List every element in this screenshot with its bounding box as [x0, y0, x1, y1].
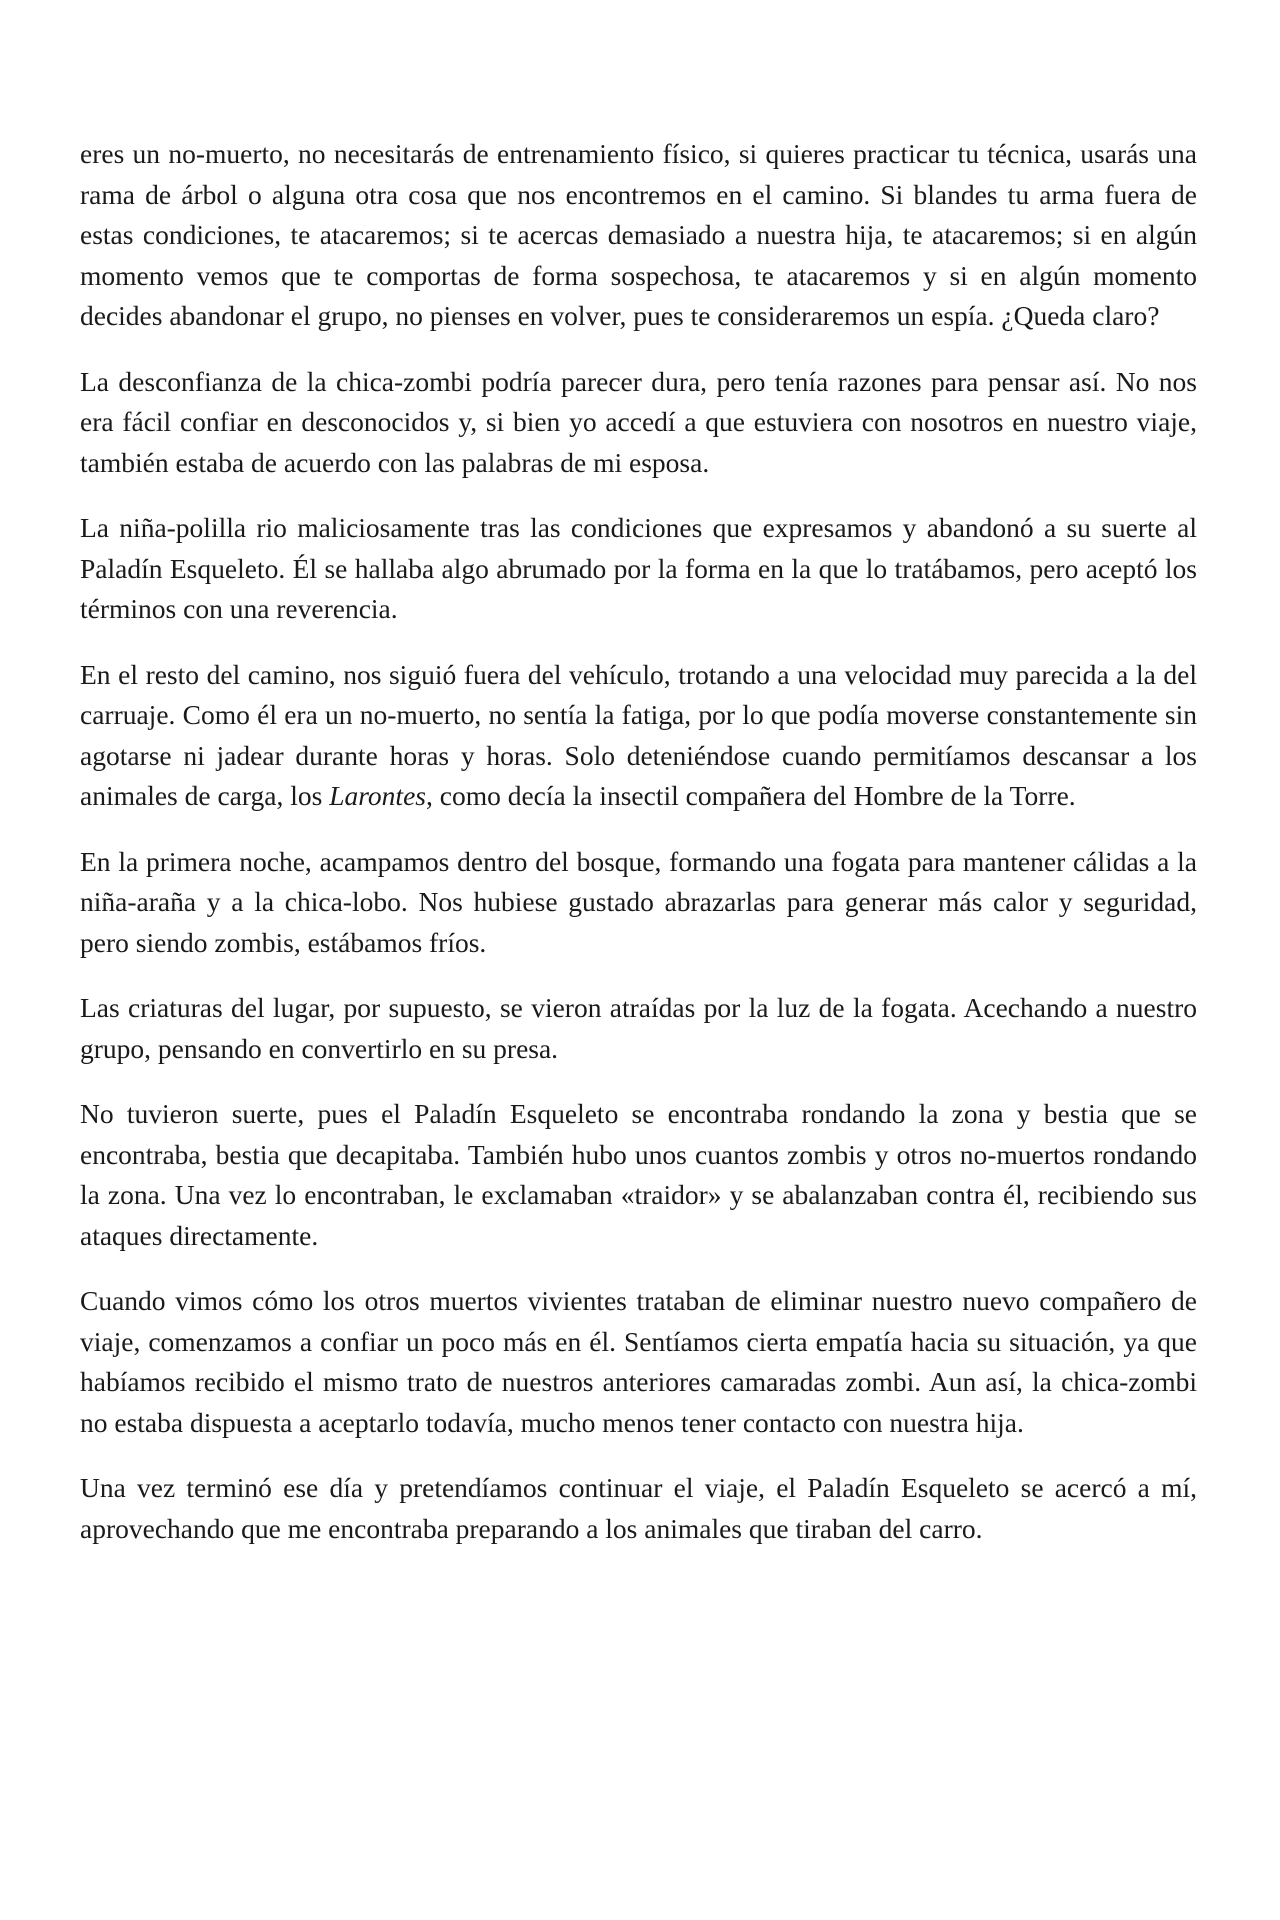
paragraph-5: En la primera noche, acampamos dentro del bosque, formando una fogata para mantener cálidas a la niña-araña y a la chica-lobo. Nos hubiese gustado abrazarlas para generar más calor y seguridad, pero siendo zombis, estábamos fríos. — [80, 845, 1197, 958]
paragraph-4-italic-term: Larontes — [329, 780, 426, 811]
paragraph-6: Las criaturas del lugar, por supuesto, se vieron atraídas por la luz de la fogata. Acechando a nuestro grupo, pensando en convertirlo en su presa. — [80, 992, 1197, 1064]
paragraph-3: La niña-polilla rio maliciosamente tras las condiciones que expresamos y abandonó a su suerte al Paladín Esqueleto. Él se hallaba algo abrumado por la forma en la que lo tratábamos, pero aceptó los términos con una reverencia. — [80, 512, 1197, 624]
paragraph-4 — [80, 655, 1197, 817]
paragraph-1: eres un no-muerto, no necesitarás de entrenamiento físico, si quieres practicar tu técnica, usarás una rama de árbol o alguna otra cosa que nos encontremos en el camino. Si blandes tu arma fuera de estas condiciones, te atacaremos; si te acercas demasiado a nuestra hija, te atacaremos; si en algún momento vemos que te comportas de forma sospechosa, te atacaremos y si en algún momento decides abandonar el grupo, no pienses en volver, pues te consideraremos un espía. ¿Queda claro? — [80, 138, 1197, 331]
paragraph-7: No tuvieron suerte, pues el Paladín Esqueleto se encontraba rondando la zona y bestia que se encontraba, bestia que decapitaba. También hubo unos cuantos zombis y otros no-muertos rondando la zona. Una vez lo encontraban, le exclamaban «traidor» y se abalanzaban contra él, recibiendo sus ataques directamente. — [80, 1098, 1197, 1251]
paragraph-4-text-end: , como decía la insectil compañera del Hombre de la Torre. — [425, 780, 1076, 811]
paragraph-9: Una vez terminó ese día y pretendíamos continuar el viaje, el Paladín Esqueleto se acercó a mí, aprovechando que me encontraba preparando a los animales que tiraban del carro. — [80, 1472, 1197, 1544]
paragraph-8: Cuando vimos cómo los otros muertos vivientes trataban de eliminar nuestro nuevo compañero de viaje, comenzamos a confiar un poco más en él. Sentíamos cierta empatía hacia su situación, ya que habíamos recibido el mismo trato de nuestros anteriores camaradas zombi. Aun así, la chica-zombi no estaba dispuesta a aceptarlo todavía, mucho menos tener contacto con nuestra hija. — [80, 1285, 1197, 1438]
paragraph-4-text-start: En el resto del camino, nos siguió fuera del vehículo, trotando a una velocidad muy parecida a la del carruaje. Como él era un no-muerto, no sentía la fatiga, por lo que podía moverse constantemente sin agotarse ni jadear durante horas y horas. Solo deteniéndose cuando permitíamos descansar a los animales de carga, los — [80, 658, 1197, 811]
paragraph-2: La desconfianza de la chica-zombi podría parecer dura, pero tenía razones para pensar así. No nos era fácil confiar en desconocidos y, si bien yo accedí a que estuviera con nosotros en nuestro viaje, también estaba de acuerdo con las palabras de mi esposa. — [80, 365, 1197, 478]
page-body — [80, 134, 1197, 1574]
